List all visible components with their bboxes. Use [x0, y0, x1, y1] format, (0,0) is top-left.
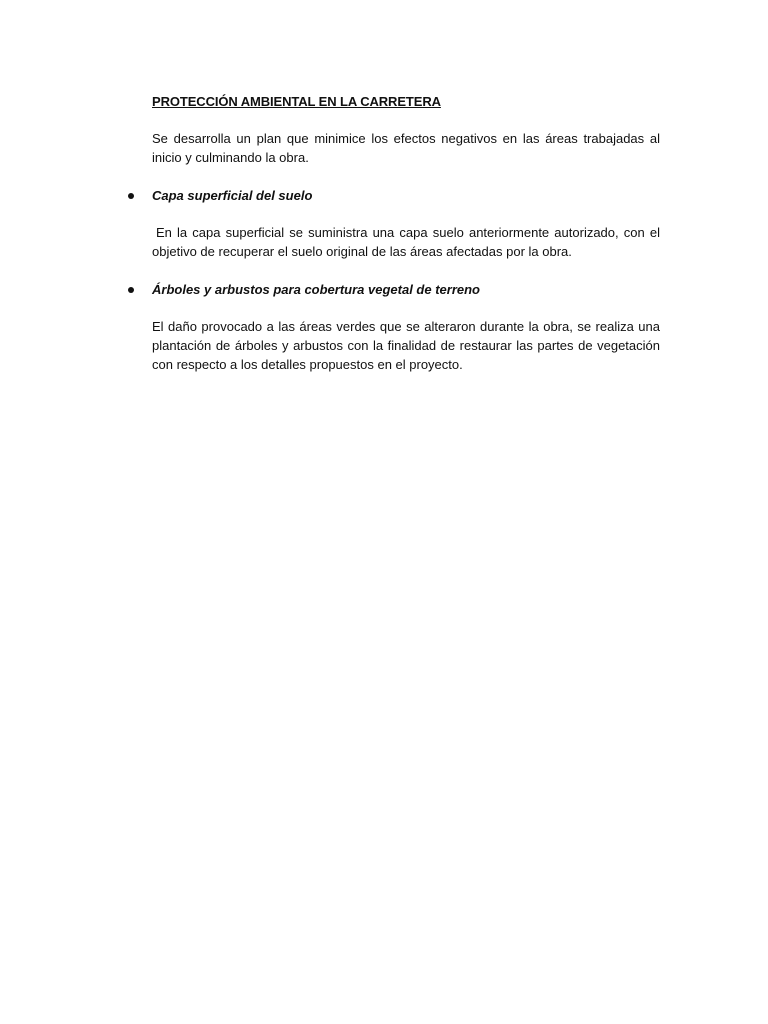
- bullet-icon: [128, 287, 134, 293]
- section-paragraph-vegetation: El daño provocado a las áreas verdes que se alteraron durante la obra, se realiza una plantación de árboles y arbustos con la finalidad de restaurar las partes de vegetación con respecto a los detalles propuestos en el proyecto.: [152, 319, 660, 372]
- section-heading-topsoil: [152, 186, 660, 205]
- bullet-icon: [128, 193, 134, 199]
- document-content: [152, 92, 660, 374]
- section-heading-text: Árboles y arbustos para cobertura vegetal de terreno: [152, 282, 480, 297]
- intro-paragraph: Se desarrolla un plan que minimice los efectos negativos en las áreas trabajadas al inicio y culminando la obra.: [152, 131, 660, 165]
- section-paragraph-topsoil: En la capa superficial se suministra una capa suelo anteriormente autorizado, con el objetivo de recuperar el suelo original de las áreas afectadas por la obra.: [152, 225, 660, 259]
- section-heading-text: Capa superficial del suelo: [152, 188, 313, 203]
- section-heading-vegetation: [152, 280, 660, 299]
- document-title: PROTECCIÓN AMBIENTAL EN LA CARRETERA: [152, 94, 441, 109]
